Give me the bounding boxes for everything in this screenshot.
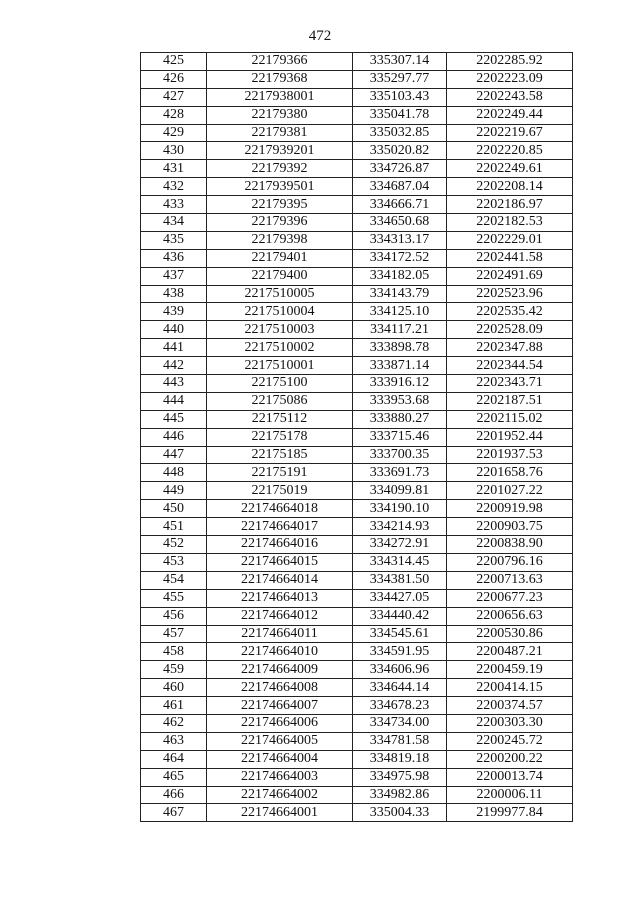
table-row (141, 106, 573, 124)
table-row (141, 732, 573, 750)
x-coordinate-cell: 333715.46 (353, 428, 447, 446)
point-id-cell: 22174664002 (207, 786, 353, 804)
x-coordinate-cell: 334172.52 (353, 249, 447, 267)
point-number-cell: 433 (141, 196, 207, 214)
table-row (141, 410, 573, 428)
x-coordinate-cell: 335020.82 (353, 142, 447, 160)
point-number-cell: 431 (141, 160, 207, 178)
x-coordinate-cell: 334545.61 (353, 625, 447, 643)
point-number-cell: 450 (141, 500, 207, 518)
point-id-cell: 22179395 (207, 196, 353, 214)
x-coordinate-cell: 334644.14 (353, 679, 447, 697)
table-row (141, 714, 573, 732)
table-row (141, 768, 573, 786)
y-coordinate-cell: 2202249.61 (447, 160, 573, 178)
point-id-cell: 22179380 (207, 106, 353, 124)
point-number-cell: 451 (141, 518, 207, 536)
table-row (141, 178, 573, 196)
point-number-cell: 452 (141, 536, 207, 554)
y-coordinate-cell: 2202219.67 (447, 124, 573, 142)
point-number-cell: 455 (141, 589, 207, 607)
table-row (141, 589, 573, 607)
point-id-cell: 22174664012 (207, 607, 353, 625)
x-coordinate-cell: 334190.10 (353, 500, 447, 518)
y-coordinate-cell: 2200677.23 (447, 589, 573, 607)
table-row (141, 142, 573, 160)
x-coordinate-cell: 334734.00 (353, 714, 447, 732)
point-number-cell: 440 (141, 321, 207, 339)
point-id-cell: 22174664004 (207, 750, 353, 768)
y-coordinate-cell: 2201952.44 (447, 428, 573, 446)
point-number-cell: 457 (141, 625, 207, 643)
x-coordinate-cell: 333880.27 (353, 410, 447, 428)
x-coordinate-cell: 334117.21 (353, 321, 447, 339)
point-id-cell: 22179398 (207, 231, 353, 249)
x-coordinate-cell: 334726.87 (353, 160, 447, 178)
point-number-cell: 456 (141, 607, 207, 625)
table-row (141, 53, 573, 71)
y-coordinate-cell: 2202182.53 (447, 214, 573, 232)
x-coordinate-cell: 334143.79 (353, 285, 447, 303)
table-row (141, 679, 573, 697)
y-coordinate-cell: 2202220.85 (447, 142, 573, 160)
y-coordinate-cell: 2200530.86 (447, 625, 573, 643)
table-row (141, 428, 573, 446)
table-row (141, 375, 573, 393)
y-coordinate-cell: 2201937.53 (447, 446, 573, 464)
y-coordinate-cell: 2200656.63 (447, 607, 573, 625)
point-id-cell: 22175019 (207, 482, 353, 500)
point-id-cell: 2217510001 (207, 357, 353, 375)
point-number-cell: 429 (141, 124, 207, 142)
table-row (141, 804, 573, 822)
point-number-cell: 446 (141, 428, 207, 446)
y-coordinate-cell: 2200903.75 (447, 518, 573, 536)
y-coordinate-cell: 2201658.76 (447, 464, 573, 482)
y-coordinate-cell: 2202528.09 (447, 321, 573, 339)
point-id-cell: 2217510004 (207, 303, 353, 321)
x-coordinate-cell: 335032.85 (353, 124, 447, 142)
point-number-cell: 434 (141, 214, 207, 232)
x-coordinate-cell: 333871.14 (353, 357, 447, 375)
y-coordinate-cell: 2202441.58 (447, 249, 573, 267)
x-coordinate-cell: 335041.78 (353, 106, 447, 124)
point-number-cell: 458 (141, 643, 207, 661)
y-coordinate-cell: 2202249.44 (447, 106, 573, 124)
table-row (141, 70, 573, 88)
x-coordinate-cell: 335307.14 (353, 53, 447, 71)
y-coordinate-cell: 2202285.92 (447, 53, 573, 71)
point-number-cell: 443 (141, 375, 207, 393)
x-coordinate-cell: 334125.10 (353, 303, 447, 321)
y-coordinate-cell: 2200919.98 (447, 500, 573, 518)
point-number-cell: 464 (141, 750, 207, 768)
point-number-cell: 465 (141, 768, 207, 786)
point-id-cell: 2217510005 (207, 285, 353, 303)
table-row (141, 750, 573, 768)
point-id-cell: 22174664015 (207, 553, 353, 571)
x-coordinate-cell: 334182.05 (353, 267, 447, 285)
x-coordinate-cell: 334606.96 (353, 661, 447, 679)
table-row (141, 518, 573, 536)
table-row (141, 88, 573, 106)
x-coordinate-cell: 334678.23 (353, 697, 447, 715)
point-number-cell: 438 (141, 285, 207, 303)
y-coordinate-cell: 2202208.14 (447, 178, 573, 196)
x-coordinate-cell: 335297.77 (353, 70, 447, 88)
point-number-cell: 459 (141, 661, 207, 679)
point-id-cell: 22175112 (207, 410, 353, 428)
x-coordinate-cell: 334666.71 (353, 196, 447, 214)
point-number-cell: 439 (141, 303, 207, 321)
y-coordinate-cell: 2199977.84 (447, 804, 573, 822)
point-id-cell: 22174664005 (207, 732, 353, 750)
point-id-cell: 22174664013 (207, 589, 353, 607)
y-coordinate-cell: 2200200.22 (447, 750, 573, 768)
point-id-cell: 22179401 (207, 249, 353, 267)
point-id-cell: 22174664016 (207, 536, 353, 554)
point-number-cell: 445 (141, 410, 207, 428)
point-id-cell: 22174664011 (207, 625, 353, 643)
x-coordinate-cell: 334975.98 (353, 768, 447, 786)
coordinates-table (140, 52, 573, 822)
point-id-cell: 22175191 (207, 464, 353, 482)
point-id-cell: 22175086 (207, 392, 353, 410)
point-id-cell: 22175185 (207, 446, 353, 464)
table-row (141, 357, 573, 375)
point-number-cell: 427 (141, 88, 207, 106)
point-id-cell: 22174664018 (207, 500, 353, 518)
point-id-cell: 22179381 (207, 124, 353, 142)
table-row (141, 786, 573, 804)
table-row (141, 339, 573, 357)
point-id-cell: 22179368 (207, 70, 353, 88)
x-coordinate-cell: 333953.68 (353, 392, 447, 410)
table-row (141, 500, 573, 518)
y-coordinate-cell: 2200013.74 (447, 768, 573, 786)
table-row (141, 661, 573, 679)
point-number-cell: 448 (141, 464, 207, 482)
point-id-cell: 2217938001 (207, 88, 353, 106)
x-coordinate-cell: 334781.58 (353, 732, 447, 750)
x-coordinate-cell: 334427.05 (353, 589, 447, 607)
table-row (141, 643, 573, 661)
x-coordinate-cell: 334650.68 (353, 214, 447, 232)
table-row (141, 482, 573, 500)
y-coordinate-cell: 2202223.09 (447, 70, 573, 88)
point-id-cell: 2217510003 (207, 321, 353, 339)
point-number-cell: 426 (141, 70, 207, 88)
y-coordinate-cell: 2200796.16 (447, 553, 573, 571)
point-id-cell: 22174664003 (207, 768, 353, 786)
y-coordinate-cell: 2200303.30 (447, 714, 573, 732)
y-coordinate-cell: 2202229.01 (447, 231, 573, 249)
table-row (141, 160, 573, 178)
x-coordinate-cell: 334381.50 (353, 571, 447, 589)
table-row (141, 249, 573, 267)
table-row (141, 571, 573, 589)
point-id-cell: 22179400 (207, 267, 353, 285)
x-coordinate-cell: 333700.35 (353, 446, 447, 464)
table-row (141, 196, 573, 214)
y-coordinate-cell: 2202115.02 (447, 410, 573, 428)
x-coordinate-cell: 335103.43 (353, 88, 447, 106)
point-number-cell: 454 (141, 571, 207, 589)
point-number-cell: 437 (141, 267, 207, 285)
point-number-cell: 466 (141, 786, 207, 804)
x-coordinate-cell: 334214.93 (353, 518, 447, 536)
point-id-cell: 22174664014 (207, 571, 353, 589)
x-coordinate-cell: 333898.78 (353, 339, 447, 357)
y-coordinate-cell: 2202523.96 (447, 285, 573, 303)
point-number-cell: 462 (141, 714, 207, 732)
point-id-cell: 22174664001 (207, 804, 353, 822)
y-coordinate-cell: 2200006.11 (447, 786, 573, 804)
y-coordinate-cell: 2200487.21 (447, 643, 573, 661)
y-coordinate-cell: 2201027.22 (447, 482, 573, 500)
point-number-cell: 432 (141, 178, 207, 196)
point-id-cell: 22174664009 (207, 661, 353, 679)
table-row (141, 625, 573, 643)
y-coordinate-cell: 2202343.71 (447, 375, 573, 393)
y-coordinate-cell: 2200245.72 (447, 732, 573, 750)
x-coordinate-cell: 334099.81 (353, 482, 447, 500)
table-row (141, 267, 573, 285)
point-number-cell: 428 (141, 106, 207, 124)
y-coordinate-cell: 2200838.90 (447, 536, 573, 554)
point-id-cell: 22175100 (207, 375, 353, 393)
x-coordinate-cell: 334687.04 (353, 178, 447, 196)
point-id-cell: 22174664006 (207, 714, 353, 732)
point-id-cell: 22179392 (207, 160, 353, 178)
x-coordinate-cell: 333916.12 (353, 375, 447, 393)
x-coordinate-cell: 334272.91 (353, 536, 447, 554)
table-row (141, 464, 573, 482)
table-row (141, 607, 573, 625)
x-coordinate-cell: 334819.18 (353, 750, 447, 768)
table-row (141, 285, 573, 303)
table-row (141, 446, 573, 464)
point-id-cell: 2217510002 (207, 339, 353, 357)
point-number-cell: 430 (141, 142, 207, 160)
table-row (141, 124, 573, 142)
table-row (141, 303, 573, 321)
page-number: 472 (308, 28, 332, 44)
point-id-cell: 22174664017 (207, 518, 353, 536)
x-coordinate-cell: 334440.42 (353, 607, 447, 625)
point-id-cell: 22174664008 (207, 679, 353, 697)
point-number-cell: 467 (141, 804, 207, 822)
x-coordinate-cell: 334314.45 (353, 553, 447, 571)
point-id-cell: 22174664007 (207, 697, 353, 715)
y-coordinate-cell: 2202535.42 (447, 303, 573, 321)
point-id-cell: 22179366 (207, 53, 353, 71)
point-number-cell: 449 (141, 482, 207, 500)
point-number-cell: 444 (141, 392, 207, 410)
y-coordinate-cell: 2200459.19 (447, 661, 573, 679)
x-coordinate-cell: 334982.86 (353, 786, 447, 804)
point-number-cell: 463 (141, 732, 207, 750)
y-coordinate-cell: 2202186.97 (447, 196, 573, 214)
y-coordinate-cell: 2202187.51 (447, 392, 573, 410)
point-number-cell: 442 (141, 357, 207, 375)
point-number-cell: 436 (141, 249, 207, 267)
point-id-cell: 22175178 (207, 428, 353, 446)
x-coordinate-cell: 333691.73 (353, 464, 447, 482)
x-coordinate-cell: 334313.17 (353, 231, 447, 249)
y-coordinate-cell: 2202491.69 (447, 267, 573, 285)
point-id-cell: 2217939501 (207, 178, 353, 196)
point-number-cell: 425 (141, 53, 207, 71)
table-row (141, 697, 573, 715)
point-number-cell: 453 (141, 553, 207, 571)
table-row (141, 214, 573, 232)
x-coordinate-cell: 335004.33 (353, 804, 447, 822)
table-row (141, 231, 573, 249)
y-coordinate-cell: 2200414.15 (447, 679, 573, 697)
coordinates-table-body (141, 53, 573, 822)
point-number-cell: 435 (141, 231, 207, 249)
table-row (141, 321, 573, 339)
y-coordinate-cell: 2200713.63 (447, 571, 573, 589)
point-number-cell: 441 (141, 339, 207, 357)
point-id-cell: 22179396 (207, 214, 353, 232)
table-row (141, 536, 573, 554)
y-coordinate-cell: 2202344.54 (447, 357, 573, 375)
y-coordinate-cell: 2200374.57 (447, 697, 573, 715)
table-row (141, 553, 573, 571)
table-row (141, 392, 573, 410)
point-number-cell: 461 (141, 697, 207, 715)
x-coordinate-cell: 334591.95 (353, 643, 447, 661)
y-coordinate-cell: 2202243.58 (447, 88, 573, 106)
y-coordinate-cell: 2202347.88 (447, 339, 573, 357)
point-number-cell: 447 (141, 446, 207, 464)
point-id-cell: 22174664010 (207, 643, 353, 661)
point-id-cell: 2217939201 (207, 142, 353, 160)
point-number-cell: 460 (141, 679, 207, 697)
